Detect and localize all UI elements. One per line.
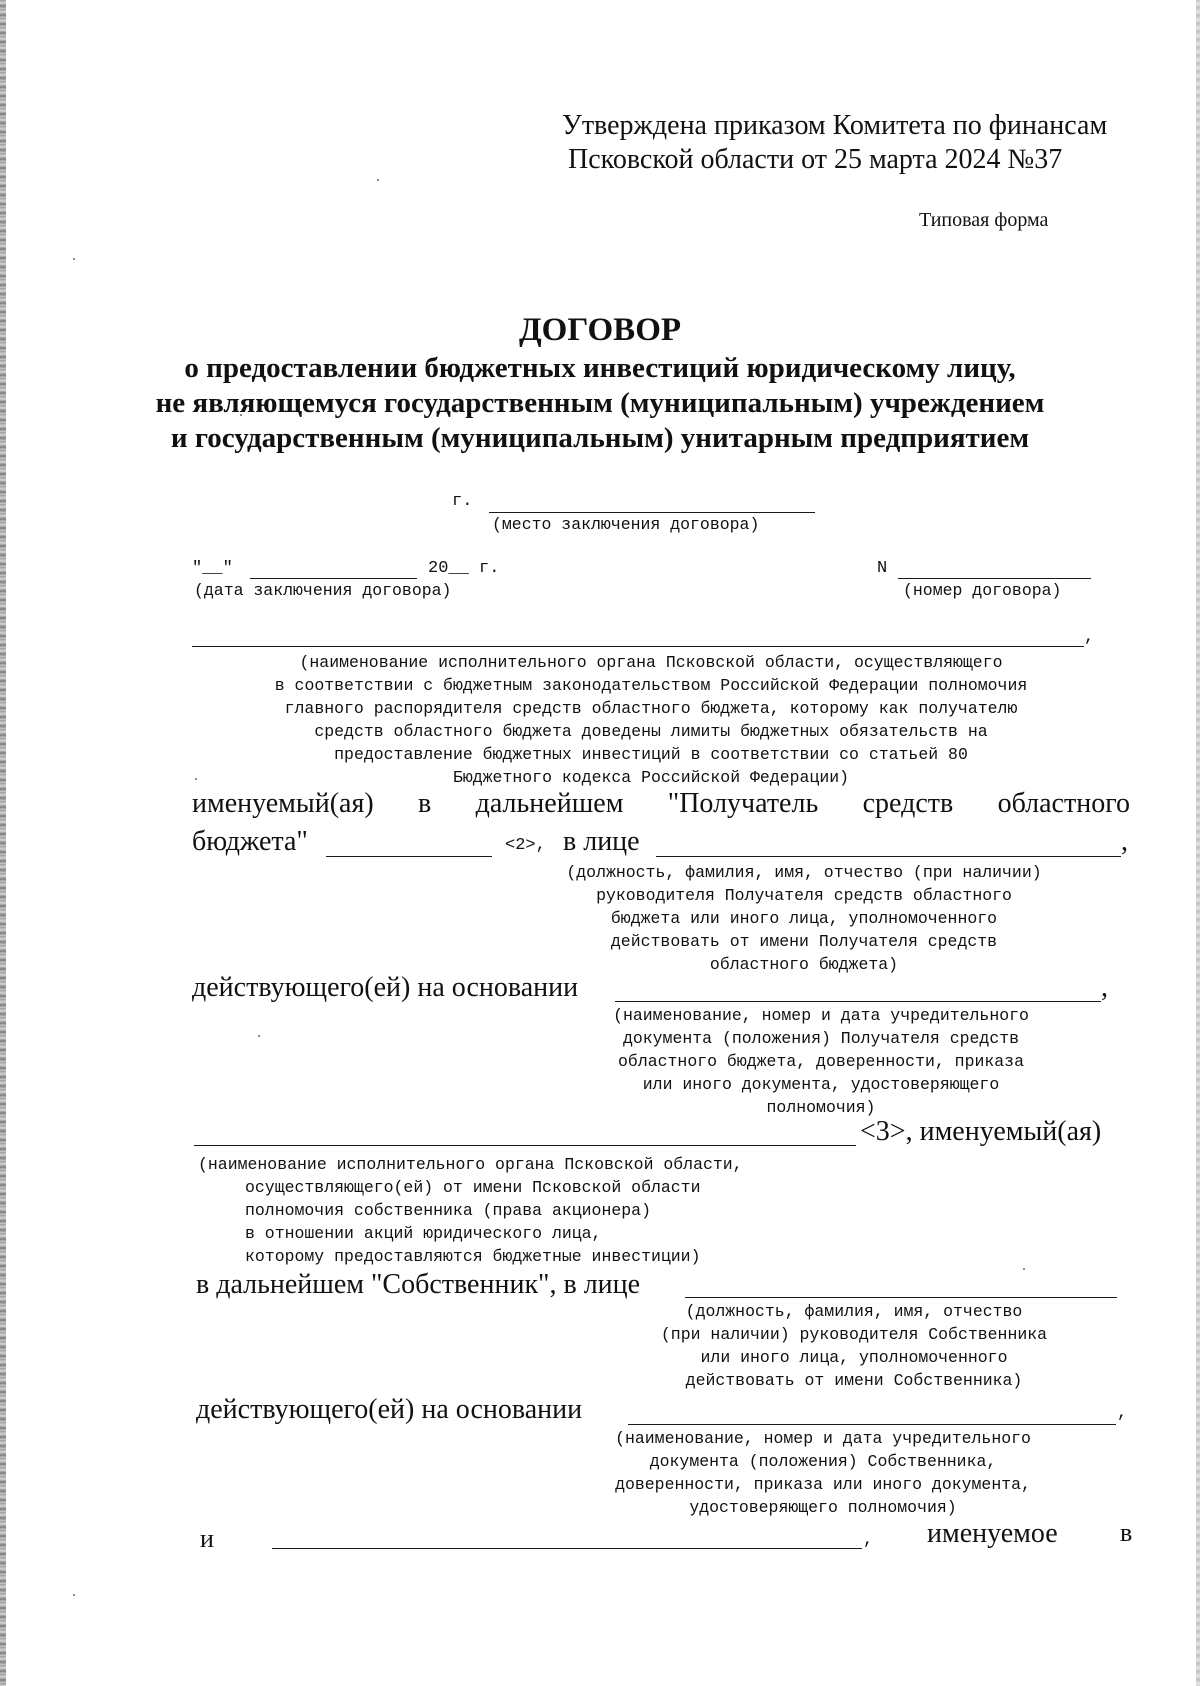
recipient-basis-caption-line: областного бюджета, доверенности, приказа [618,1052,1024,1071]
scan-speck [73,258,75,260]
authority-caption-line: (наименование исполнительного органа Псковской области, осуществляющего [299,653,1003,672]
owner-caption-line: которому предоставляются бюджетные инвестиции) [245,1247,701,1266]
final-in-word: в [1120,1518,1133,1547]
number-caption: (номер договора) [903,581,1062,600]
place-caption: (место заключения договора) [492,515,760,534]
final-and: и [200,1524,214,1553]
authority-caption-line: главного распорядителя средств областного бюджета, которому как получателю [284,699,1018,718]
number-prefix: N [877,559,888,578]
owner-person-caption-line: (при наличии) руководителя Собственника [660,1325,1048,1344]
recipient-basis-caption-line: или иного документа, удостоверяющего [642,1075,1000,1094]
final-named-word: именуемое [927,1518,1058,1549]
approval-line-1: Утверждена приказом Комитета по финансам [562,110,1108,141]
owner-caption-line: (наименование исполнительного органа Псковской области, [198,1155,743,1174]
recipient-person-caption [514,861,1094,976]
owner-basis-caption-line: документа (положения) Собственника, [649,1452,997,1471]
date-day-quote: "__" [192,559,233,578]
recipient-person-caption-line: руководителя Получателя средств областного [596,886,1012,905]
document-subtitle-line-2: не являющемуся государственным (муниципальным) учреждением [155,387,1045,419]
recipient-word: "Получатель [667,788,819,819]
final-comma: , [863,1531,874,1550]
recipient-person-caption-line: (должность, фамилия, имя, отчество (при наличии) [566,863,1042,882]
date-month-blank [250,578,417,579]
number-blank [898,578,1091,579]
recipient-word: областного [997,788,1130,819]
scan-right-edge [1196,0,1200,1686]
place-prefix: г. [452,492,473,511]
owner-name-blank [194,1145,856,1146]
scan-speck [73,1594,75,1596]
document-title: ДОГОВОР [518,312,682,348]
document-subtitle-line-1: о предоставлении бюджетных инвестиций юридическому лицу, [184,352,1016,384]
document-subtitle-line-3: и государственным (муниципальным) унитарным предприятием [170,422,1030,454]
form-type-label: Типовая форма [919,209,1049,231]
recipient-person-caption-line: бюджета или иного лица, уполномоченного [610,909,998,928]
owner-basis-caption-line: доверенности, приказа или иного документа, [615,1475,1031,1494]
owner-basis-caption-line: (наименование, номер и дата учредительного [615,1429,1031,1448]
owner-person-caption-line: или иного лица, уполномоченного [700,1348,1008,1367]
recipient-basis-caption-line: документа (положения) Получателя средств [622,1029,1020,1048]
authority-caption-line: средств областного бюджета доведены лимиты бюджетных обязательств на [314,722,988,741]
authority-caption-line: Бюджетного кодекса Российской Федерации) [452,768,850,787]
approval-line-2: Псковской области от 25 марта 2024 №37 [568,144,1063,175]
owner-person-caption [604,1300,1104,1392]
place-blank [489,512,815,513]
recipient-footnote-2: <2>, [505,836,546,855]
authority-caption-line: предоставление бюджетных инвестиций в соответствии со статьей 80 [334,745,968,764]
recipient-word: дальнейшем [475,788,624,819]
authority-name-blank [192,646,1084,647]
recipient-basis-caption [560,1004,1082,1119]
recipient-person-caption-line: действовать от имени Получателя средств [610,932,998,951]
recipient-basis-blank [615,1001,1101,1002]
recipient-comma: , [1121,826,1128,857]
recipient-person-caption-line: областного бюджета) [709,955,899,974]
recipient-basis-caption-line: полномочия) [766,1098,876,1117]
owner-caption-line: полномочия собственника (права акционера) [245,1201,651,1220]
recipient-named-line [192,788,1130,820]
recipient-in-person-label: в лице [563,826,640,857]
owner-person-blank [685,1297,1117,1298]
scan-left-edge [0,0,6,1686]
owner-basis-caption [562,1427,1084,1519]
owner-in-person-label: в дальнейшем "Собственник", в лице [196,1269,641,1300]
date-caption: (дата заключения договора) [194,581,452,600]
owner-person-caption-line: (должность, фамилия, имя, отчество [685,1302,1023,1321]
scan-speck [377,179,379,181]
recipient-basis-comma: , [1101,972,1108,1003]
recipient-basis-label: действующего(ей) на основании [192,972,579,1003]
scan-speck [1023,1268,1025,1270]
owner-basis-caption-line: удостоверяющего полномочия) [689,1498,957,1517]
authority-caption [190,651,1112,789]
owner-person-caption-line: действовать от имени Собственника) [685,1371,1023,1390]
date-year: 20__ г. [428,559,500,578]
owner-caption-line: в отношении акций юридического лица, [245,1224,602,1243]
final-name-blank [272,1548,862,1549]
recipient-code-blank [326,856,492,857]
recipient-word: средств [862,788,954,819]
recipient-person-blank [656,856,1121,857]
owner-basis-comma: , [1117,1404,1128,1423]
owner-footnote-named: <3>, именуемый(ая) [860,1116,1102,1147]
owner-basis-blank [628,1424,1116,1425]
recipient-word: именуемый(ая) [192,788,374,819]
scan-speck [258,1035,260,1037]
authority-comma: , [1084,628,1095,647]
owner-caption [198,1153,743,1268]
recipient-word: в [418,788,432,819]
recipient-budget-label: бюджета" [192,826,308,857]
owner-basis-label: действующего(ей) на основании [196,1394,583,1425]
owner-caption-line: осуществляющего(ей) от имени Псковской области [245,1178,701,1197]
authority-caption-line: в соответствии с бюджетным законодательством Российской Федерации полномочия [274,676,1028,695]
recipient-basis-caption-line: (наименование, номер и дата учредительного [613,1006,1029,1025]
